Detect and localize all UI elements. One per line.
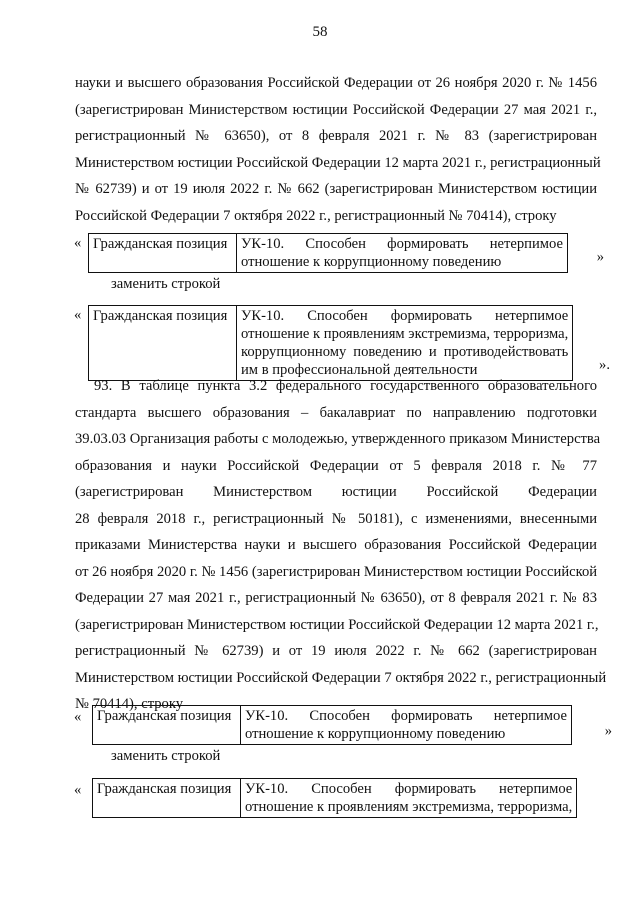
text-line: (зарегистрирован Министерством юстиции Российской Федерации 12 марта 2021 г., bbox=[75, 616, 599, 633]
cell-line: им в профессиональной деятельности bbox=[241, 362, 478, 378]
closing-quote: » bbox=[596, 249, 604, 265]
text-line: Федерации 27 мая 2021 г., регистрационный № 63650), от 8 февраля 2021 г. № 83 bbox=[75, 590, 597, 606]
quoted-table-row-new bbox=[74, 778, 604, 818]
replace-instruction: заменить строкой bbox=[111, 748, 221, 764]
text-line: 39.03.03 Организация работы с молодежью, утвержденного приказом Министерства bbox=[75, 431, 601, 447]
text-line: (зарегистрирован Министерством юстиции Российской Федерации bbox=[75, 484, 597, 500]
cell-line: коррупционному поведению и противодействовать bbox=[241, 344, 569, 360]
text-line: (зарегистрирован Министерством юстиции Российской Федерации 27 мая 2021 г., bbox=[75, 101, 597, 118]
closing-quote: » bbox=[604, 723, 612, 739]
cell-line: УК-10. Способен формировать нетерпимое bbox=[245, 781, 573, 797]
opening-quote: « bbox=[74, 709, 82, 725]
page-number: 58 bbox=[312, 24, 328, 40]
quoted-table-row-new bbox=[74, 305, 610, 379]
table-row bbox=[88, 233, 568, 273]
quoted-table-row-old bbox=[74, 233, 604, 271]
closing-quote: ». bbox=[599, 357, 610, 373]
opening-quote: « bbox=[74, 782, 82, 798]
table-row bbox=[92, 778, 577, 818]
competency-description bbox=[241, 779, 577, 818]
competency-category: Гражданская позиция bbox=[89, 234, 237, 273]
text-line: № 62739) и от 19 июля 2022 г. № 662 (зарегистрирован Министерством юстиции bbox=[75, 181, 597, 197]
text-line: Российской Федерации 7 октября 2022 г., регистрационный № 70414), строку bbox=[75, 207, 557, 224]
competency-category: Гражданская позиция bbox=[93, 706, 241, 745]
table-row bbox=[92, 705, 572, 745]
competency-category: Гражданская позиция bbox=[89, 306, 237, 381]
text-line: Министерством юстиции Российской Федерации 12 марта 2021 г., регистрационный bbox=[75, 154, 601, 171]
quoted-table-row-old bbox=[74, 705, 612, 743]
cell-line: УК-10. Способен формировать нетерпимое bbox=[241, 236, 563, 252]
cell-line: отношение к проявлениям экстремизма, терроризма, bbox=[241, 326, 569, 342]
competency-description bbox=[241, 706, 572, 745]
text-line: регистрационный № 63650), от 8 февраля 2021 г. № 83 (зарегистрирован bbox=[75, 128, 597, 144]
replace-instruction: заменить строкой bbox=[111, 276, 221, 292]
text-line: Министерством юстиции Российской Федерации 7 октября 2022 г., регистрационный bbox=[75, 669, 607, 686]
text-line: приказами Министерства науки и высшего образования Российской Федерации bbox=[75, 537, 597, 553]
cell-line: УК-10. Способен формировать нетерпимое bbox=[245, 708, 567, 724]
text-line: от 26 ноября 2020 г. № 1456 (зарегистрирован Министерством юстиции Российской bbox=[75, 563, 598, 580]
text-line: № 70414), строку bbox=[75, 696, 184, 712]
opening-quote: « bbox=[74, 235, 82, 251]
competency-description bbox=[237, 234, 568, 273]
text-line: регистрационный № 62739) и от 19 июля 2022 г. № 662 (зарегистрирован bbox=[75, 643, 597, 659]
opening-quote: « bbox=[74, 307, 82, 323]
paragraph-93 bbox=[75, 373, 607, 718]
text-line: образования и науки Российской Федерации от 5 февраля 2018 г. № 77 bbox=[75, 457, 597, 474]
competency-description bbox=[237, 306, 573, 381]
competency-category: Гражданская позиция bbox=[93, 779, 241, 818]
cell-line: отношение к проявлениям экстремизма, терроризма, bbox=[245, 799, 573, 815]
text-line: науки и высшего образования Российской Федерации от 26 ноября 2020 г. № 1456 bbox=[75, 75, 597, 91]
paragraph-continuation bbox=[75, 70, 601, 229]
text-line: 93. В таблице пункта 3.2 федерального государственного образовательного bbox=[94, 378, 597, 394]
cell-line: отношение к коррупционному поведению bbox=[241, 254, 502, 270]
table-row bbox=[88, 305, 573, 381]
text-line: 28 февраля 2018 г., регистрационный № 50181), с изменениями, внесенными bbox=[75, 510, 597, 527]
text-line: стандарта высшего образования – бакалавриат по направлению подготовки bbox=[75, 404, 597, 421]
cell-line: отношение к коррупционному поведению bbox=[245, 726, 506, 742]
cell-line: УК-10. Способен формировать нетерпимое bbox=[241, 308, 569, 324]
